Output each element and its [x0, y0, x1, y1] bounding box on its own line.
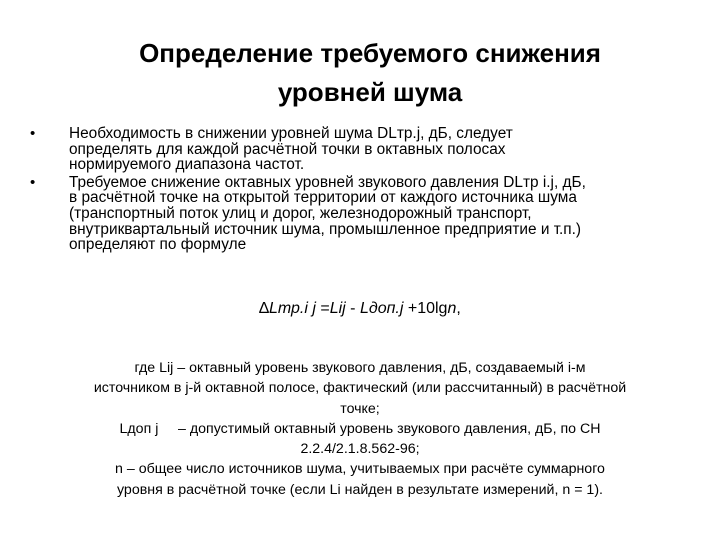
bullet-item-2 — [30, 175, 700, 253]
definition-line-1: где Lij – октавный уровень звукового давления, дБ, создаваемый i-м — [134, 360, 586, 376]
formula-minus: - — [345, 300, 360, 317]
bullet-1-line-3: нормируемого диапазона частот. — [69, 156, 305, 174]
formula-n: n — [447, 300, 457, 317]
bullet-text — [69, 126, 700, 173]
formula-equals: = — [315, 300, 330, 317]
bullet-1-line-1: Необходимость в снижении уровней шума DLтр.j, дБ, следует — [69, 125, 513, 142]
formula — [0, 300, 720, 318]
bullet-list — [30, 126, 700, 253]
formula-term-ldop: Lдоп.j — [359, 300, 404, 317]
bullet-text — [69, 175, 700, 253]
bullet-2-line-1: Требуемое снижение октавных уровней звукового давления DLтр i.j, дБ, — [69, 173, 586, 191]
formula-comma: , — [456, 300, 461, 317]
bullet-2-line-5: определяют по формуле — [69, 236, 247, 254]
bullet-2-line-4: внутриквартальный источник шума, промышленное предприятие и т.п.) — [69, 220, 582, 238]
formula-term-lij: Lij — [329, 300, 346, 317]
definition-line-7: уровня в расчётной точке (если Li найден в результате измерений, n = 1). — [117, 481, 603, 498]
formula-lhs: Lтр.i j — [268, 300, 316, 317]
bullet-2-line-3: (транспортный поток улиц и дорог, железнодорожный транспорт, — [69, 204, 532, 222]
definition-line-6: n – общее число источников шума, учитываемых при расчёте суммарного — [115, 461, 605, 478]
title-line-1: Определение требуемого снижения — [139, 38, 601, 68]
definition-line-2: источником в j-й октавной полосе, фактический (или рассчитанный) в расчётной — [93, 380, 627, 397]
definition-line-5: 2.2.4/2.1.8.562-96; — [300, 441, 420, 458]
delta-symbol: ∆ — [259, 300, 269, 317]
definition-line-3: точке; — [340, 400, 380, 417]
bullet-marker: • — [30, 125, 36, 142]
bullet-1-line-2: определять для каждой расчётной точки в октавных полосах — [69, 140, 506, 158]
slide-title — [60, 34, 680, 112]
bullet-marker: • — [30, 173, 36, 191]
definition-line-4: Lдоп j – допустимый октавный уровень звукового давления, дБ, по СН — [119, 420, 601, 437]
bullet-item-1 — [30, 126, 700, 173]
bullet-2-line-2: в расчётной точке на открытой территории от каждого источника шума — [69, 189, 577, 207]
definitions — [40, 358, 680, 500]
title-line-2: уровней шума — [277, 77, 463, 107]
formula-plus-log: +10lg — [403, 300, 448, 317]
